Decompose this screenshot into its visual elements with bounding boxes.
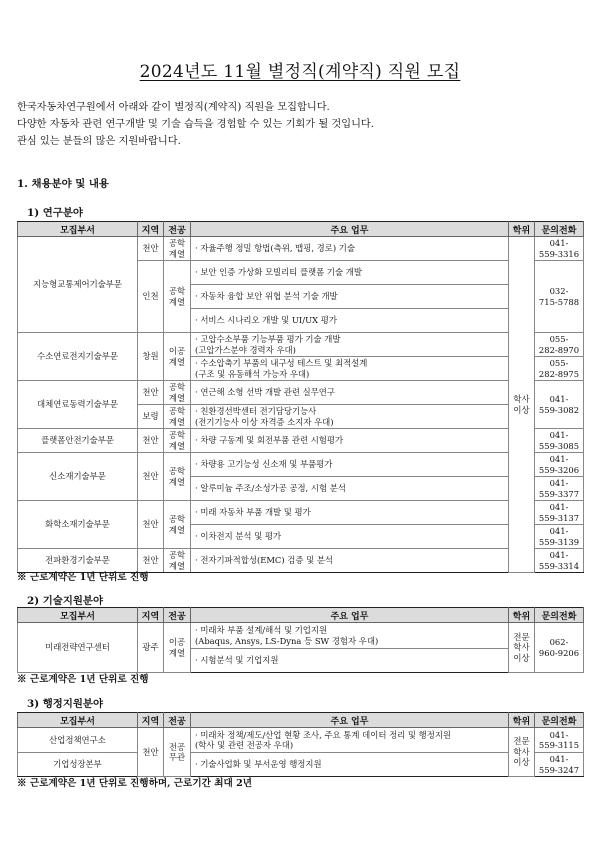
region-cell: 천안 [138, 728, 164, 777]
header-dept: 모집부서 [18, 713, 138, 728]
major-cell: 공학 계열 [164, 261, 191, 333]
major-cell: 공학 계열 [164, 237, 191, 261]
table-row [18, 753, 584, 777]
phone-cell: 041- 559-3115 [535, 728, 584, 753]
phone-cell: 041- 559-3316 [535, 237, 584, 261]
technical-note: ※ 근로계약은 1년 단위로 진행 [17, 674, 149, 685]
header-phone: 문의전화 [535, 222, 584, 237]
phone-cell: 062- 960-9206 [535, 623, 584, 673]
page-title: 2024년도 11월 별정직(계약직) 직원 모집 [139, 62, 461, 82]
header-dept: 모집부서 [18, 222, 138, 237]
dept-cell: 신소재기술부문 [18, 453, 138, 501]
phone-cell: 041- 559-3206 [535, 453, 584, 477]
degree-cell: 전문 학사 이상 [509, 623, 535, 673]
duty-cell: · 미래차 정책/제도/산업 현황 조사, 주요 통계 데이터 정리 및 행정지원 (학사 및 관련 전공자 우대) [191, 728, 509, 753]
duty-cell: · 연근해 소형 선박 개발 관련 실무연구 [191, 381, 509, 405]
dept-cell: 수소연료전지기술부문 [18, 333, 138, 381]
region-cell: 천안 [138, 501, 164, 549]
duty-cell: · 차량용 고기능성 신소재 및 부품평가 [191, 453, 509, 477]
degree-cell: 전문 학사 이상 [509, 728, 535, 777]
degree-cell: 학사 이상 [509, 237, 535, 573]
duty-cell: · 미래 자동차 부품 개발 및 평가 [191, 501, 509, 525]
header-duty: 주요 업무 [191, 222, 509, 237]
duty-cell: · 차량 구동계 및 회전부품 관련 시험평가 [191, 429, 509, 453]
phone-cell: 041- 559-3085 [535, 429, 584, 453]
phone-cell: 041- 559-3377 [535, 477, 584, 501]
major-cell: 전공 무관 [164, 728, 191, 777]
header-phone: 문의전화 [535, 608, 584, 623]
header-region: 지역 [138, 222, 164, 237]
major-cell: 공학 계열 [164, 429, 191, 453]
duty-cell: · 자율주행 정밀 항법(측위, 맵핑, 경로) 기술 [191, 237, 509, 261]
major-cell: 이공 계열 [164, 623, 191, 673]
table-row [18, 333, 584, 357]
header-degree: 학위 [509, 713, 535, 728]
duty-cell: · 기술사업화 및 부서운영 행정지원 [191, 753, 509, 777]
dept-cell: 대체연료동력기술부문 [18, 381, 138, 429]
phone-cell: 055- 282-8975 [535, 357, 584, 381]
header-major: 전공 [164, 713, 191, 728]
research-note: ※ 근로계약은 1년 단위로 진행 [17, 572, 149, 583]
header-major: 전공 [164, 222, 191, 237]
table-row [18, 237, 584, 261]
research-table [17, 221, 584, 573]
dept-cell: 산업정책연구소 [18, 728, 138, 753]
duty-cell: · 이차전지 분석 및 평가 [191, 525, 509, 549]
duty-cell: · 전자기파적합성(EMC) 검증 및 분석 [191, 549, 509, 573]
major-cell: 공학 계열 [164, 453, 191, 501]
table-header-row [18, 222, 584, 237]
duty-cell: · 시험분석 및 기업지원 [191, 649, 509, 673]
table-row [18, 728, 584, 753]
duty-cell: · 보안 인증 가상화 모빌리티 플랫폼 기술 개발 [191, 261, 509, 285]
phone-cell: 041- 559-3139 [535, 525, 584, 549]
subsection-heading-technical: 2) 기술지원분야 [27, 595, 103, 607]
dept-cell: 지능형교통제어기술부문 [18, 237, 138, 333]
phone-cell: 041- 559-3314 [535, 549, 584, 573]
duty-cell: · 자동차 융합 보안 위협 분석 기술 개발 [191, 285, 509, 309]
header-degree: 학위 [509, 222, 535, 237]
table-row [18, 381, 584, 405]
duty-cell: · 수소압축기 부품의 내구성 테스트 및 최적설계 (구조 및 유동해석 가능자 우대) [191, 357, 509, 381]
header-duty: 주요 업무 [191, 608, 509, 623]
region-cell: 천안 [138, 381, 164, 405]
phone-cell: 041- 559-3082 [535, 381, 584, 429]
phone-cell: 041- 559-3247 [535, 753, 584, 777]
table-header-row [18, 608, 584, 623]
region-cell: 천안 [138, 429, 164, 453]
dept-cell: 플랫폼안전기술부문 [18, 429, 138, 453]
intro-line: 관심 있는 분들의 많은 지원바랍니다. [17, 136, 181, 147]
table-row [18, 453, 584, 477]
header-degree: 학위 [509, 608, 535, 623]
header-dept: 모집부서 [18, 608, 138, 623]
region-cell: 천안 [138, 549, 164, 573]
intro-paragraph [17, 99, 374, 150]
table-row [18, 429, 584, 453]
dept-cell: 전파환경기술부문 [18, 549, 138, 573]
major-cell: 공학 계열 [164, 405, 191, 429]
duty-cell: · 미래차 부품 설계/해석 및 기업지원 (Abaqus, Ansys, LS-Dyna 등 SW 경험자 우대) [191, 623, 509, 649]
table-header-row [18, 713, 584, 728]
duty-cell: · 알루미늄 주조/소성가공 공정, 시험 분석 [191, 477, 509, 501]
region-cell: 천안 [138, 453, 164, 501]
region-cell: 광주 [138, 623, 164, 673]
intro-line: 한국자동차연구원에서 아래와 같이 별정직(계약직) 직원을 모집합니다. [17, 102, 330, 113]
phone-cell: 032- 715-5788 [535, 261, 584, 333]
header-phone: 문의전화 [535, 713, 584, 728]
major-cell: 공학 계열 [164, 549, 191, 573]
dept-cell: 화학소재기술부문 [18, 501, 138, 549]
table-row [18, 501, 584, 525]
header-major: 전공 [164, 608, 191, 623]
header-region: 지역 [138, 713, 164, 728]
header-region: 지역 [138, 608, 164, 623]
major-cell: 이공 계열 [164, 333, 191, 381]
phone-cell: 041- 559-3137 [535, 501, 584, 525]
region-cell: 창원 [138, 333, 164, 381]
header-duty: 주요 업무 [191, 713, 509, 728]
section-heading-recruitment: 1. 채용분야 및 내용 [17, 178, 109, 190]
major-cell: 공학 계열 [164, 381, 191, 405]
dept-cell: 미래전략연구센터 [18, 623, 138, 673]
major-cell: 공학 계열 [164, 501, 191, 549]
table-row [18, 623, 584, 649]
phone-cell: 055- 282-8970 [535, 333, 584, 357]
region-cell: 천안 [138, 237, 164, 261]
region-cell: 인천 [138, 261, 164, 333]
dept-cell: 기업성장본부 [18, 753, 138, 777]
duty-cell: · 고압수소부품 기능부품 평가 기술 개발 (고압가스분야 경력자 우대) [191, 333, 509, 357]
admin-note: ※ 근로계약은 1년 단위로 진행하며, 근로기간 최대 2년 [17, 778, 253, 789]
duty-cell: · 친환경선박센터 전기담당기능사 (전기기능사 이상 자격증 소지자 우대) [191, 405, 509, 429]
duty-cell: · 서비스 시나리오 개발 및 UI/UX 평가 [191, 309, 509, 333]
subsection-heading-admin: 3) 행정지원분야 [27, 698, 103, 710]
admin-table [17, 712, 584, 777]
technical-table [17, 607, 584, 673]
region-cell: 보령 [138, 405, 164, 429]
subsection-heading-research: 1) 연구분야 [27, 207, 83, 219]
intro-line: 다양한 자동차 관련 연구개발 및 기술 습득을 경험할 수 있는 기회가 될 것입니다. [17, 119, 375, 130]
